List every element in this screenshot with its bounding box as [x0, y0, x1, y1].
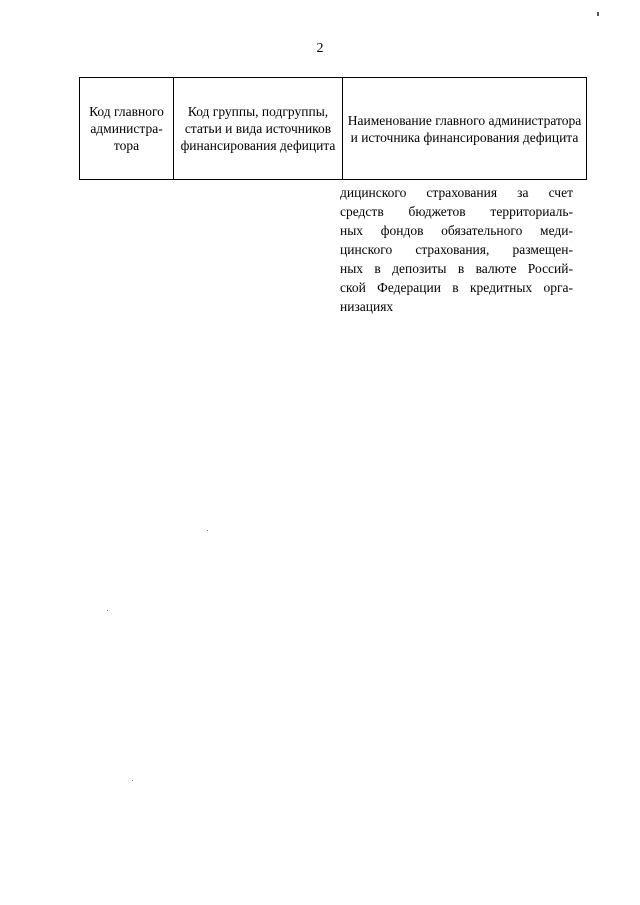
header-admin-code: Код главного администра-тора	[80, 78, 174, 180]
scan-speck	[132, 780, 133, 781]
header-name: Наименование главного администратора и источника финансирования дефицита	[343, 78, 587, 180]
text-line: ской Федерации в кредитных орга-	[340, 280, 573, 295]
text-line: ных фондов обязательного меди-	[340, 223, 573, 238]
header-row	[80, 78, 587, 180]
text-line: средств бюджетов территориаль-	[340, 204, 573, 219]
text-line: дицинского страхования за счет	[340, 185, 573, 200]
text-line: ных в депозиты в валюте Россий-	[340, 261, 573, 276]
scan-speck	[107, 610, 108, 611]
continued-text	[340, 183, 573, 316]
header-table	[79, 77, 587, 180]
scan-speck	[597, 12, 599, 16]
text-line: цинского страхования, размещен-	[340, 242, 573, 257]
scan-speck	[207, 530, 208, 531]
page-number: 2	[316, 41, 324, 56]
text-line: низациях	[340, 299, 394, 314]
header-source-code: Код группы, подгруппы, статьи и вида источников финансирования дефицита	[174, 78, 343, 180]
